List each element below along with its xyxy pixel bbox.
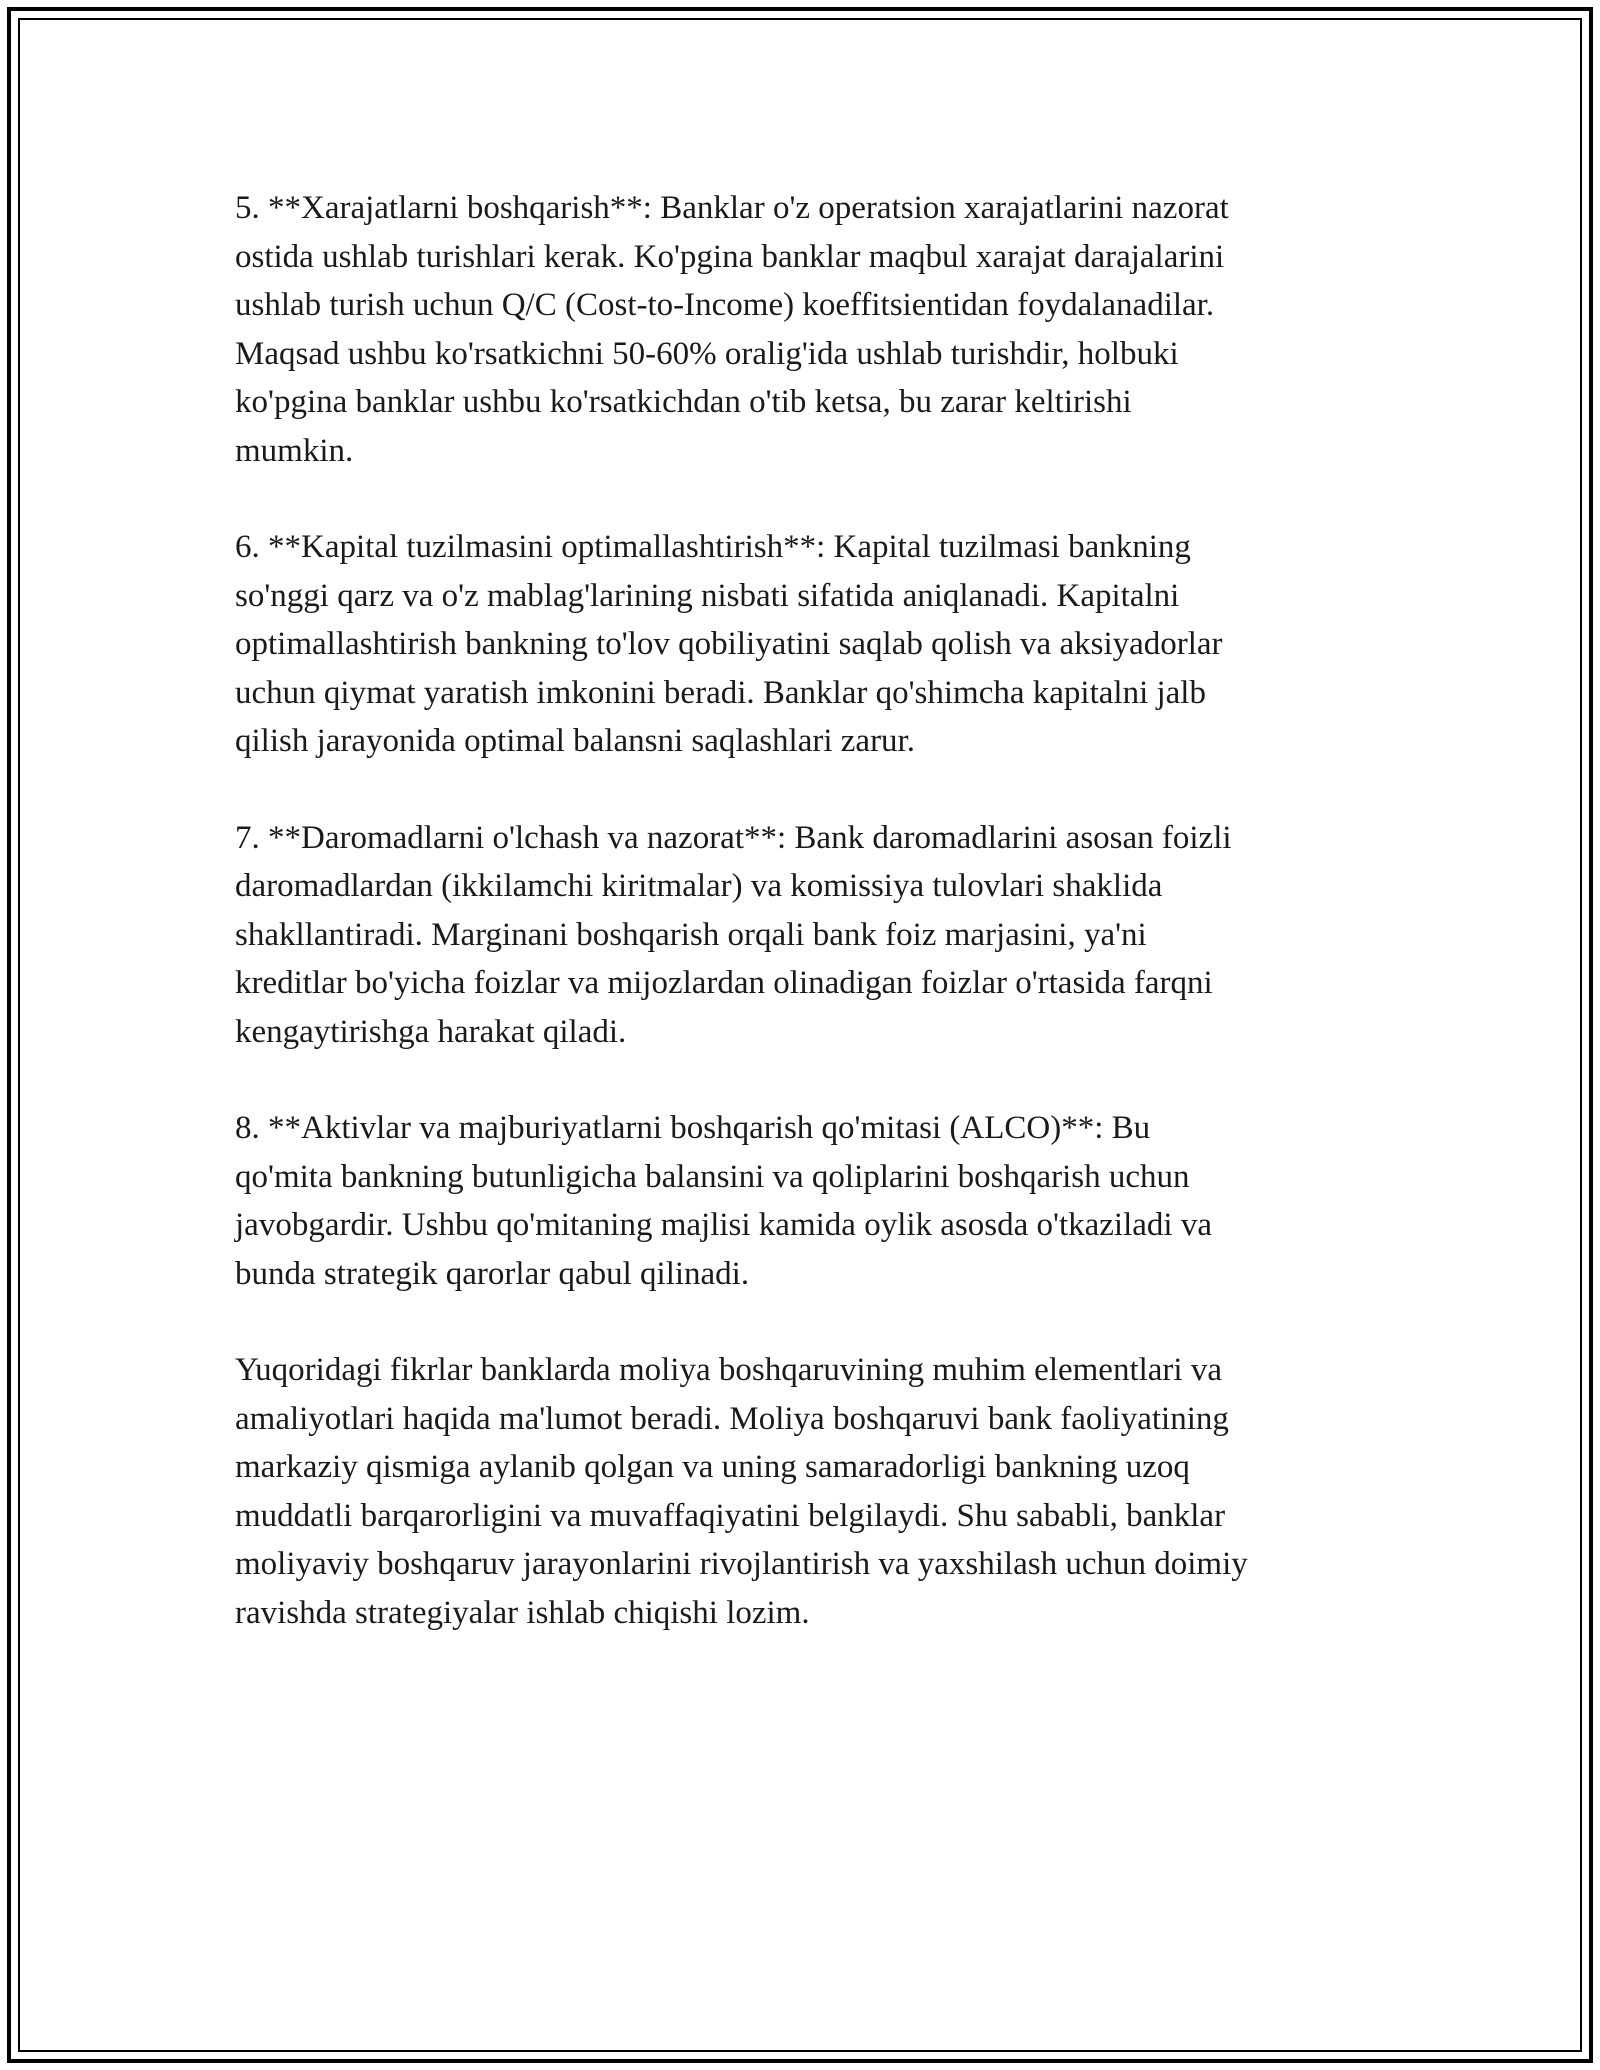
text-line: moliyaviy boshqaruv jarayonlarini rivojlantirish va yaxshilash uchun doimiy (235, 1546, 1248, 1582)
text-line: Maqsad ushbu ko'rsatkichni 50-60% oralig'ida ushlab turishdir, holbuki (235, 335, 1179, 372)
text-line: kengaytirishga harakat qiladi. (235, 1013, 627, 1050)
text-line: kreditlar bo'yicha foizlar va mijozlardan olinadigan foizlar o'rtasida farqni (235, 965, 1213, 1001)
paragraph-xarajatlarni-boshqarish (235, 184, 1375, 475)
text-line: ostida ushlab turishlari kerak. Ko'pgina banklar maqbul xarajat darajalarini (235, 238, 1225, 275)
text-line: daromadlardan (ikkilamchi kiritmalar) va komissiya tulovlari shaklida (235, 868, 1163, 904)
text-line: amaliyotlari haqida ma'lumot beradi. Moliya boshqaruvi bank faoliyatining (235, 1400, 1229, 1437)
text-line: optimallashtirish bankning to'lov qobiliyatini saqlab qolish va aksiyadorlar (235, 626, 1223, 662)
text-line: 8. **Aktivlar va majburiyatlarni boshqarish qo'mitasi (ALCO)**: Bu (235, 1110, 1151, 1146)
text-line: ko'pgina banklar ushbu ko'rsatkichdan o'tib ketsa, bu zarar keltirishi (235, 384, 1132, 420)
document-body (235, 184, 1375, 1685)
text-line: ravishda strategiyalar ishlab chiqishi lozim. (235, 1594, 810, 1631)
text-line: uchun qiymat yaratish imkonini beradi. Banklar qo'shimcha kapitalni jalb (235, 674, 1206, 711)
paragraph-conclusion (235, 1346, 1375, 1637)
paragraph-daromadlarni-olchash (235, 814, 1375, 1057)
paragraph-kapital-tuzilmasi (235, 523, 1375, 766)
text-line: so'nggi qarz va o'z mablag'larining nisbati sifatida aniqlanadi. Kapitalni (235, 577, 1180, 614)
text-line: shakllantiradi. Marginani boshqarish orqali bank foiz marjasini, ya'ni (235, 916, 1147, 953)
text-line: muddatli barqarorligini va muvaffaqiyatini belgilaydi. Shu sababli, banklar (235, 1497, 1226, 1534)
text-line: Yuqoridagi fikrlar banklarda moliya boshqaruvining muhim elementlari va (235, 1352, 1222, 1388)
text-line: bunda strategik qarorlar qabul qilinadi. (235, 1255, 750, 1292)
text-line: markaziy qismiga aylanib qolgan va uning samaradorligi bankning uzoq (235, 1449, 1190, 1485)
text-line: qo'mita bankning butunligicha balansini va qoliplarini boshqarish uchun (235, 1158, 1190, 1195)
text-line: javobgardir. Ushbu qo'mitaning majlisi kamida oylik asosda o'tkaziladi va (235, 1207, 1212, 1243)
text-line: 5. **Xarajatlarni boshqarish**: Banklar o'z operatsion xarajatlarini nazorat (235, 190, 1229, 226)
text-line: ushlab turish uchun Q/C (Cost-to-Income) koeffitsientidan foydalanadilar. (235, 287, 1215, 323)
text-line: 7. **Daromadlarni o'lchash va nazorat**: Bank daromadlarini asosan foizli (235, 819, 1232, 856)
text-line: qilish jarayonida optimal balansni saqlashlari zarur. (235, 723, 915, 759)
paragraph-alco (235, 1104, 1375, 1298)
text-line: 6. **Kapital tuzilmasini optimallashtirish**: Kapital tuzilmasi bankning (235, 529, 1191, 565)
text-line: mumkin. (235, 432, 354, 469)
